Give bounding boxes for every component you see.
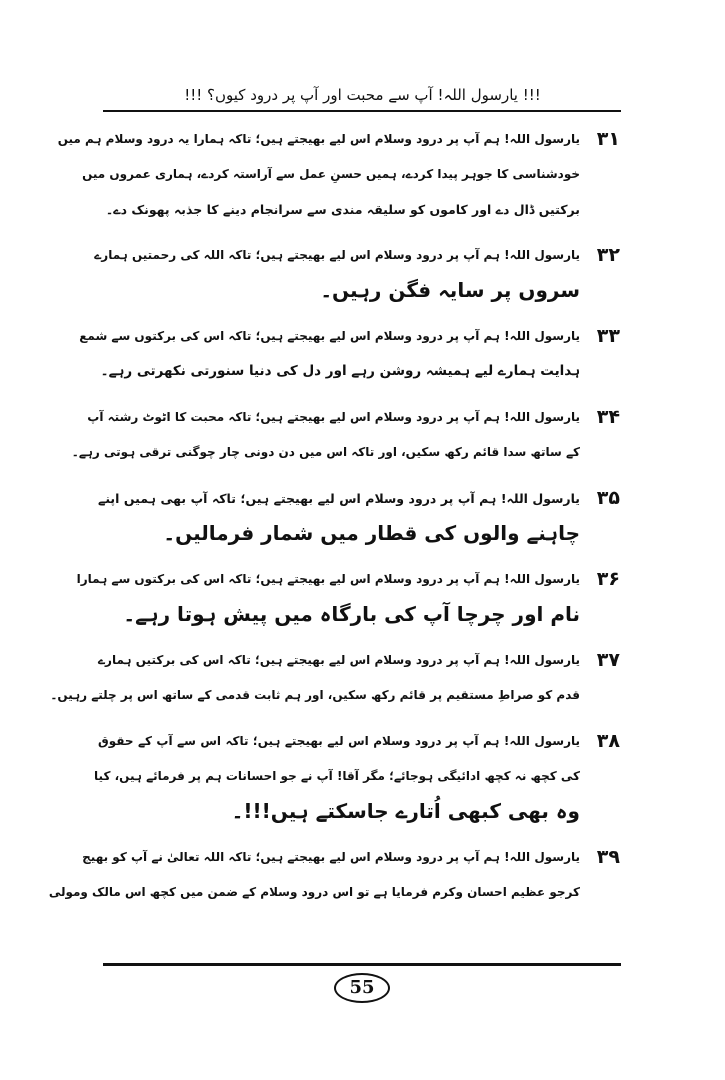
entry-text-line: ہدایت ہمارے لیے ہمیشہ روشن رہے اور دل کی دنیا سنورتی نکھرتی رہے۔ — [100, 363, 580, 379]
entry-text-line: وہ بھی کبھی اُتارے جاسکتے ہیں!!!۔ — [231, 799, 580, 823]
list-item — [57, 122, 620, 227]
list-item — [98, 481, 620, 551]
entry-text-line: یارسول اللہ! ہم آپ پر درود وسلام اس لیے بھیجتے ہیں؛ تاکہ اللہ تعالیٰ نے آپ کو بھیج — [82, 850, 580, 864]
entry-number: ۳۹ — [596, 846, 620, 868]
entry-text-line: یارسول اللہ! ہم آپ پر درود وسلام اس لیے بھیجتے ہیں؛ تاکہ اس کی برکتوں سے شمع — [79, 329, 580, 343]
list-item — [79, 319, 620, 389]
entry-text-line: کی کچھ نہ کچھ ادائیگی ہوجائے؛ مگر آقا! آپ نے جو احسانات ہم پر فرمائے ہیں، کیا — [94, 769, 580, 783]
entry-text-line: یارسول اللہ! ہم آپ پر درود وسلام اس لیے بھیجتے ہیں؛ تاکہ اس سے آپ کے حقوق — [98, 734, 580, 748]
list-item — [48, 840, 620, 910]
list-item — [50, 643, 620, 713]
entry-number: ۳۱ — [596, 128, 620, 150]
entry-text-line: نام اور چرچا آپ کی بارگاہ میں پیش ہوتا رہے۔ — [123, 602, 580, 626]
header-rule — [103, 110, 621, 112]
list-item — [76, 562, 620, 632]
entry-text-line: خودشناسی کا جوہر پیدا کردے، ہمیں حسنِ عمل سے آراستہ کردے، ہماری عمروں میں — [82, 167, 580, 181]
footer-rule — [103, 963, 621, 966]
list-item — [94, 724, 620, 829]
entry-text-line: یارسول اللہ! ہم آپ پر درود وسلام اس لیے بھیجتے ہیں؛ تاکہ اللہ کی رحمتیں ہمارے — [94, 248, 580, 262]
entry-text-line: یارسول اللہ! ہم آپ پر درود وسلام اس لیے بھیجتے ہیں؛ تاکہ محبت کا اٹوٹ رشتہ آپ — [87, 410, 580, 424]
entry-text-line: یارسول اللہ! ہم آپ پر درود وسلام اس لیے بھیجتے ہیں؛ تاکہ اس کی برکتوں سے ہمارا — [76, 572, 580, 586]
page-number: 55 — [334, 973, 390, 1003]
entry-text-line: یارسول اللہ! ہم آپ پر درود وسلام اس لیے بھیجتے ہیں؛ تاکہ ہمارا یہ درود وسلام ہم میں — [57, 132, 580, 146]
entry-text-line: چاہنے والوں کی قطار میں شمار فرمالیں۔ — [163, 521, 580, 545]
entry-number: ۳۳ — [596, 325, 620, 347]
entry-number: ۳۶ — [596, 568, 620, 590]
list-item — [94, 238, 620, 308]
entry-text-line: برکتیں ڈال دے اور کاموں کو سلیقہ مندی سے سرانجام دینے کا جذبہ پھونک دے۔ — [105, 202, 580, 217]
entry-text-line: قدم کو صراطِ مستقیم پر قائم رکھ سکیں، اور ہم ثابت قدمی کے ساتھ اس پر چلتے رہیں۔ — [50, 688, 580, 702]
entry-number: ۳۴ — [596, 406, 620, 428]
entry-text-line: یارسول اللہ! ہم آپ پر درود وسلام اس لیے بھیجتے ہیں؛ تاکہ آپ بھی ہمیں اپنے — [98, 491, 580, 506]
entry-text-line: یارسول اللہ! ہم آپ پر درود وسلام اس لیے بھیجتے ہیں؛ تاکہ اس کی برکتیں ہمارے — [98, 653, 580, 667]
entry-number: ۳۵ — [596, 487, 620, 509]
entry-text-line: کے ساتھ سدا قائم رکھ سکیں، اور تاکہ اس میں دن دونی چار چوگنی ترقی ہوتی رہے۔ — [71, 445, 580, 459]
entry-number: ۳۲ — [596, 244, 620, 266]
entry-number: ۳۸ — [596, 730, 620, 752]
page-header: !!! یارسول اللہ! آپ سے محبت اور آپ پر درود کیوں؟ !!! — [184, 86, 541, 104]
entry-number: ۳۷ — [596, 649, 620, 671]
list-item — [71, 400, 620, 470]
entries-list — [48, 122, 620, 921]
entry-text-line: سروں پر سایہ فگن رہیں۔ — [320, 278, 580, 302]
entry-text-line: کرجو عظیم احسان وکرم فرمایا ہے تو اس درود وسلام کے ضمن میں کچھ اس مالک ومولی — [48, 885, 580, 899]
